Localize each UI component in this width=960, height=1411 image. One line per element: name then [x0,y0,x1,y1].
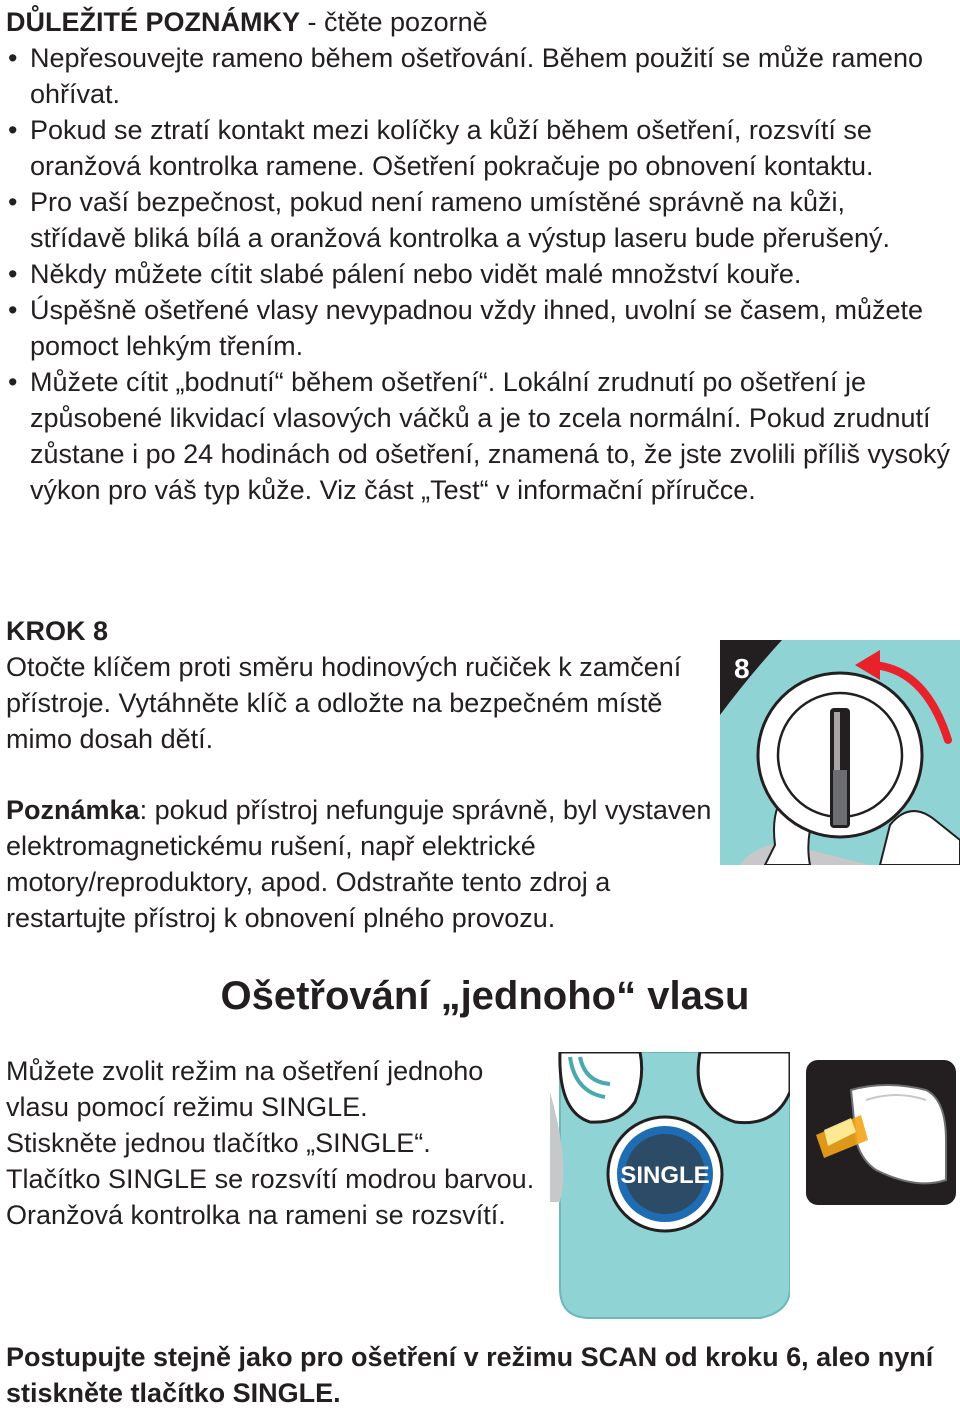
single-section-text [6,1053,546,1233]
note-bullet-text: Pro vaší bezpečnost, pokud není rameno umístěné správně na kůži, střídavě bliká bílá a oranžová kontrolka a výstup laseru bude přerušený. [30,187,890,253]
step-8-text: Otočte klíčem proti směru hodinových ručiček k zamčení přístroje. Vytáhněte klíč a odložte na bezpečném místě mimo dosah dětí. [6,652,682,754]
bullet-symbol: • [8,115,18,145]
single-line: Stiskněte jednou tlačítko „SINGLE“. [6,1128,431,1158]
important-notes-title-bold: DŮLEŽITÉ POZNÁMKY [6,7,300,37]
single-line: Můžete zvolit režim na ošetření jednoho vlasu pomocí režimu SINGLE. [6,1056,484,1122]
note-bullet-text: Pokud se ztratí kontakt mezi kolíčky a kůží během ošetření, rozsvítí se oranžová kontrolka ramene. Ošetření pokračuje po obnovení kontaktu. [30,115,874,181]
list-item [6,292,935,364]
step-8-heading: KROK 8 [6,616,109,646]
important-notes-list [6,40,956,508]
note-label: Poznámka [6,795,140,825]
important-notes-title-rest: - čtěte pozorně [300,7,488,37]
bullet-symbol: • [8,43,18,73]
device-single-figure [550,1052,790,1320]
bullet-symbol: • [8,367,18,397]
list-item [6,256,956,292]
important-notes-title [6,4,488,40]
single-line: Tlačítko SINGLE se rozsvítí modrou barvou. [6,1164,535,1194]
orange-light-figure [806,1060,956,1205]
list-item [6,184,910,256]
list-item [6,364,956,508]
figure-number: 8 [734,653,750,684]
key-shaft [833,770,847,825]
note-bullet-text: Můžete cítit „bodnutí“ během ošetření“. Lokální zrudnutí po ošetření je způsobené likvidací vlasových váčků a je to zcela normální. Pokud zrudnutí zůstane i po 24 hodinách od ošetření, znamená to, že jste zvolili příliš vysoký výkon pro váš typ kůže. Viz část „Test“ v informační příručce. [30,367,950,505]
bullet-symbol: • [8,187,18,217]
list-item [6,112,956,184]
note-paragraph [6,792,726,936]
single-button-label: SINGLE [620,1162,710,1189]
single-section-title: Ošetřování „jednoho“ vlasu [220,974,750,1018]
note-bullet-text: Úspěšně ošetřené vlasy nevypadnou vždy ihned, uvolní se časem, můžete pomoct lehkým třením. [30,295,924,361]
bullet-symbol: • [8,295,18,325]
bullet-symbol: • [8,259,18,289]
single-line: Oranžová kontrolka na rameni se rozsvítí. [6,1200,506,1230]
note-text: : pokud přístroj nefunguje správně, byl vystaven elektromagnetickému rušení, např elektrické motory/reproduktory, apod. Odstraňte tento zdroj a restartujte přístroj k obnovení plného provozu. [6,795,712,933]
note-bullet-text: Někdy můžete cítit slabé pálení nebo vidět malé množství kouře. [30,259,802,289]
step-8-figure [720,640,960,865]
final-instruction: Postupujte stejně jako pro ošetření v režimu SCAN od kroku 6, aleo nyní stiskněte tlačítko SINGLE. [6,1342,934,1408]
key-highlight [834,712,840,772]
note-bullet-text: Nepřesouvejte rameno během ošetřování. Během použití se může rameno ohřívat. [30,43,923,109]
list-item [6,40,930,112]
